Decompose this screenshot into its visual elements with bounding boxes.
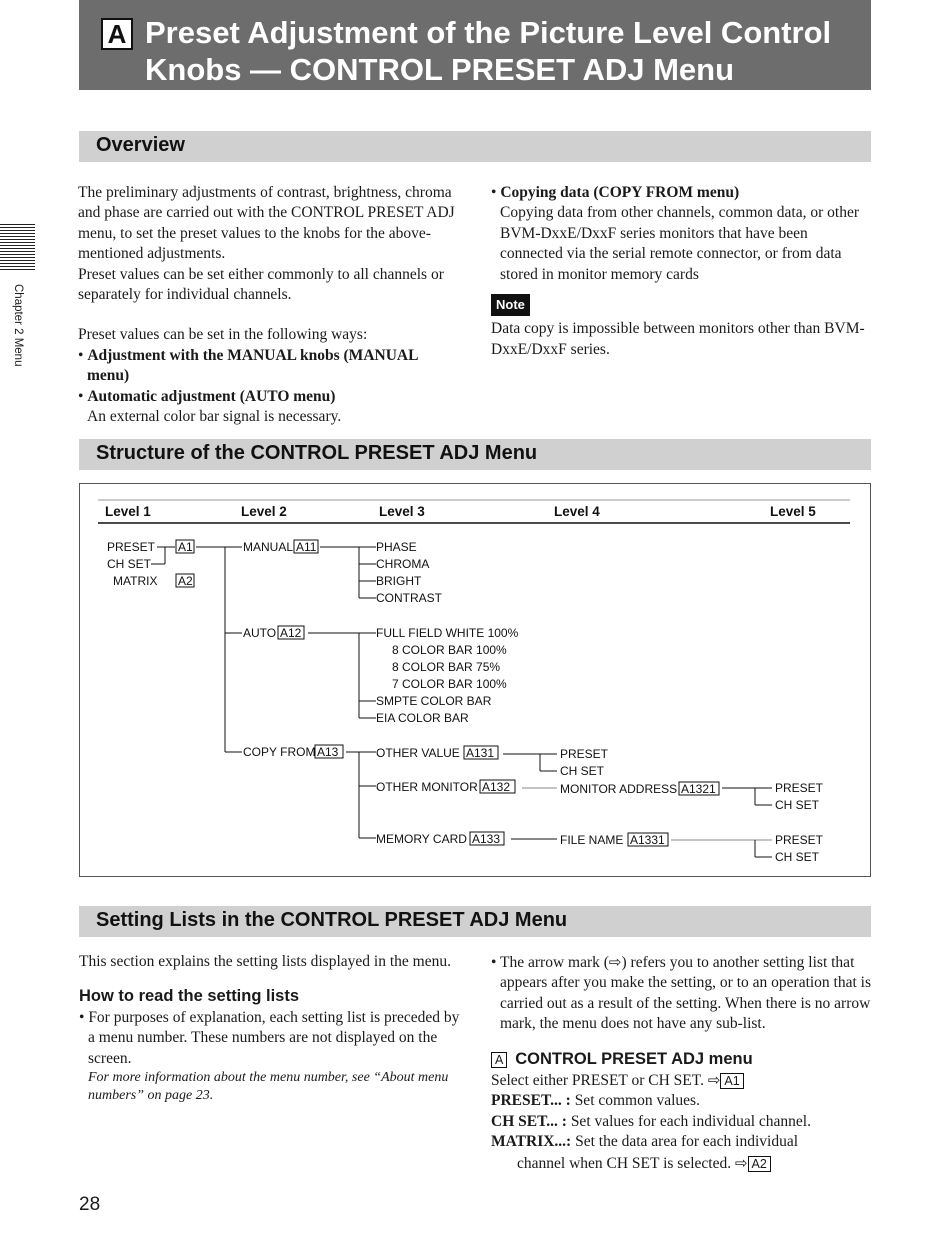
menu-node: FILE NAME [560, 833, 624, 847]
menu-node: PRESET [775, 781, 824, 795]
arrow-right-icon: ⇨ [734, 1153, 748, 1172]
menu-node: CHROMA [376, 557, 430, 571]
menu-node: BRIGHT [376, 574, 422, 588]
menu-node: MATRIX [113, 574, 158, 588]
setting-item-matrix: MATRIX...: Set the data area for each individual [491, 1133, 799, 1151]
setting-item-chset: CH SET... : Set values for each individual channel. [491, 1112, 811, 1130]
list-item: • Adjustment with the MANUAL knobs (MANUAL menu) [78, 346, 418, 385]
overview-right-column [491, 183, 871, 360]
setting-item-matrix-cont: channel when CH SET is selected. ⇨ A2 [491, 1153, 873, 1174]
arrow-right-icon: ⇨ [707, 1071, 721, 1090]
menu-node: PRESET [107, 540, 156, 554]
menu-code: A12 [280, 626, 302, 640]
overview-para-3: Preset values can be set in the following ways: [78, 326, 368, 344]
menu-code: A1 [720, 1073, 743, 1089]
menu-node: PHASE [376, 540, 417, 554]
setting-lists-right-column [491, 952, 873, 1174]
note-text: Data copy is impossible between monitors other than BVM-DxxE/DxxF series. [491, 320, 865, 358]
level-5-header: Level 5 [770, 504, 816, 519]
list-item-desc: Copying data from other channels, common data, or other BVM-DxxE/DxxF series monitors that have been connected via the serial remote connector, or from data stored in monitor memory cards [500, 204, 859, 283]
menu-node: CH SET [107, 557, 152, 571]
menu-node: FULL FIELD WHITE 100% [376, 626, 519, 640]
menu-node: MANUAL [243, 540, 294, 554]
list-item-desc: An external color bar signal is necessary. [87, 408, 342, 426]
menu-code: A2 [178, 574, 193, 588]
level-3-header: Level 3 [379, 504, 425, 519]
menu-code: A11 [296, 540, 317, 554]
menu-node: PRESET [775, 833, 824, 847]
menu-code: A1 [178, 540, 193, 554]
menu-code: A2 [748, 1156, 771, 1172]
setting-lists-left-column [79, 952, 464, 1105]
setting-lists-intro: This section explains the setting lists displayed in the menu. [79, 953, 451, 970]
menu-node: SMPTE COLOR BAR [376, 694, 492, 708]
level-1-header: Level 1 [105, 504, 151, 519]
note-badge: Note [491, 294, 530, 316]
page-title [145, 14, 831, 88]
menu-code: A133 [472, 832, 501, 846]
chapter-tab-lines [0, 224, 35, 272]
menu-code: A13 [317, 745, 339, 759]
menu-structure-diagram [79, 483, 871, 877]
structure-heading: Structure of the CONTROL PRESET ADJ Menu [96, 442, 538, 464]
menu-code: A132 [482, 780, 511, 794]
menu-node: AUTO [243, 626, 277, 640]
list-item: • The arrow mark (⇨) refers you to another setting list that appears after you make the setting, or to an operation that is carried out as a result of the setting. When there is no arrow mark, the menu does not have any sub-list. [491, 953, 872, 1033]
select-instruction: Select either PRESET or CH SET. ⇨ A1 [491, 1070, 873, 1091]
overview-para-1: The preliminary adjustments of contrast, brightness, chroma and phase are carried out with the CONTROL PRESET ADJ menu, to set the preset values to the knobs for the above-mentioned adjustments. [78, 184, 455, 263]
level-4-header: Level 4 [554, 504, 600, 519]
menu-node: CONTRAST [376, 591, 442, 605]
structure-heading-bar [79, 439, 871, 470]
menu-code: A1331 [630, 833, 665, 847]
overview-heading-bar [79, 131, 871, 162]
list-item: • For purposes of explanation, each setting list is preceded by a menu number. These numbers are not displayed on the screen. [79, 1008, 460, 1067]
menu-node: MONITOR ADDRESS [560, 782, 678, 796]
menu-node: 7 COLOR BAR 100% [392, 677, 507, 691]
overview-para-2: Preset values can be set either commonly to all channels or separately for individual channels. [78, 265, 444, 304]
menu-code: A131 [466, 746, 495, 760]
overview-left-column [78, 183, 463, 427]
page-title-line2: Knobs — CONTROL PRESET ADJ Menu [145, 52, 735, 87]
how-to-read-heading: How to read the setting lists [79, 987, 300, 1006]
menu-tree-svg [80, 484, 870, 876]
page-number: 28 [79, 1194, 101, 1215]
menu-node: CH SET [775, 850, 820, 864]
cross-reference-note: For more information about the menu number, see “About menu numbers” on page 23. [88, 1070, 449, 1104]
level-2-header: Level 2 [241, 504, 287, 519]
menu-badge: A [491, 1052, 507, 1068]
arrow-right-icon: ⇨ [608, 953, 622, 971]
section-badge: A [101, 18, 133, 50]
title-bar [79, 0, 871, 90]
menu-code: A1321 [681, 782, 716, 796]
menu-node: MEMORY CARD [376, 832, 467, 846]
page-title-line1: Preset Adjustment of the Picture Level Control [145, 15, 832, 50]
control-preset-adj-menu-heading: A CONTROL PRESET ADJ menu [491, 1049, 873, 1070]
setting-item-preset: PRESET... : Set common values. [491, 1092, 700, 1110]
menu-node: COPY FROM [243, 745, 316, 759]
menu-node: 8 COLOR BAR 100% [392, 643, 507, 657]
list-item: • Copying data (COPY FROM menu) [491, 184, 740, 201]
menu-node: PRESET [560, 747, 609, 761]
menu-node: 8 COLOR BAR 75% [392, 660, 501, 674]
menu-node: CH SET [775, 798, 820, 812]
list-item: • Automatic adjustment (AUTO menu) [78, 387, 336, 405]
setting-lists-heading-bar [79, 906, 871, 937]
menu-node: OTHER VALUE [376, 746, 460, 760]
setting-lists-heading: Setting Lists in the CONTROL PRESET ADJ Menu [96, 909, 568, 931]
menu-node: EIA COLOR BAR [376, 711, 469, 725]
menu-node: OTHER MONITOR [376, 780, 478, 794]
overview-heading: Overview [96, 134, 185, 156]
chapter-label: Chapter 2 Menu [12, 284, 24, 367]
menu-node: CH SET [560, 764, 605, 778]
